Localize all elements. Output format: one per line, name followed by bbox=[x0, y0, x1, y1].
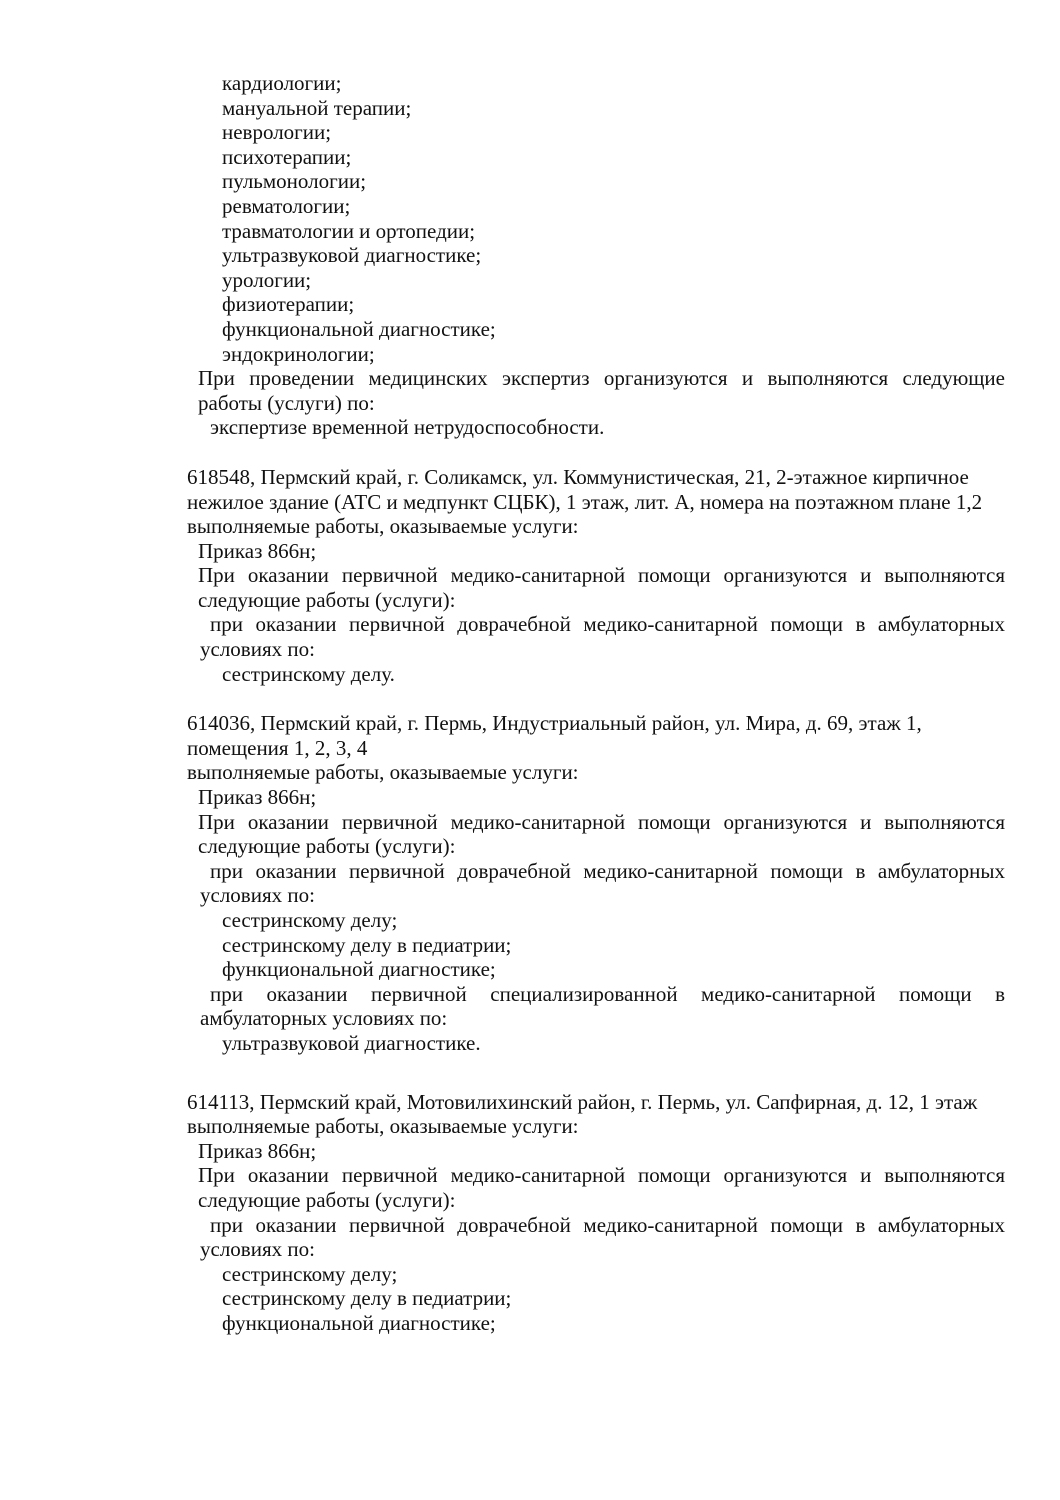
text-line: При оказании первичной медико-санитарной помощи организуются и выполняются bbox=[198, 1163, 1005, 1188]
text-line: функциональной диагностике; bbox=[222, 957, 496, 982]
text-line: выполняемые работы, оказываемые услуги: bbox=[187, 760, 579, 785]
text-line: Приказ 866н; bbox=[198, 538, 317, 563]
text-line: При оказании первичной медико-санитарной помощи организуются и выполняются bbox=[198, 809, 1005, 834]
text-block-services-and-expertise bbox=[187, 71, 1005, 440]
text-line: эндокринологии; bbox=[222, 341, 375, 366]
text-line: мануальной терапии; bbox=[222, 95, 412, 120]
text-line: условиях по: bbox=[200, 883, 315, 908]
text-line: ревматологии; bbox=[222, 193, 351, 218]
text-line: нежилое здание (АТС и медпункт СЦБК), 1 этаж, лит. А, номера на поэтажном плане 1,2 bbox=[187, 489, 983, 514]
text-line: кардиологии; bbox=[222, 71, 342, 95]
text-line: сестринскому делу; bbox=[222, 908, 398, 932]
text-line: сестринскому делу. bbox=[222, 661, 395, 686]
text-line: при оказании первичной специализированной медико-санитарной помощи в bbox=[210, 981, 1005, 1006]
text-line: травматологии и ортопедии; bbox=[222, 218, 476, 243]
text-line: Приказ 866н; bbox=[198, 785, 317, 810]
text-line: При оказании первичной медико-санитарной помощи организуются и выполняются bbox=[198, 563, 1005, 588]
text-line: 618548, Пермский край, г. Соликамск, ул. Коммунистическая, 21, 2-этажное кирпичное bbox=[187, 464, 969, 489]
text-line: работы (услуги) по: bbox=[198, 390, 375, 415]
text-line: неврологии; bbox=[222, 120, 332, 145]
text-line: выполняемые работы, оказываемые услуги: bbox=[187, 514, 579, 539]
text-block-address-614036 bbox=[187, 711, 1005, 1055]
text-line: амбулаторных условиях по: bbox=[200, 1006, 448, 1031]
text-line: пульмонологии; bbox=[222, 169, 367, 194]
text-line: условиях по: bbox=[200, 1237, 315, 1262]
text-line: функциональной диагностике; bbox=[222, 1310, 496, 1335]
text-line: 614036, Пермский край, г. Пермь, Индустриальный район, ул. Мира, д. 69, этаж 1, bbox=[187, 711, 922, 736]
text-block-address-614113 bbox=[187, 1090, 1005, 1336]
text-line: при оказании первичной доврачебной медико-санитарной помощи в амбулаторных bbox=[210, 858, 1005, 883]
text-line: урологии; bbox=[222, 267, 312, 292]
text-line: следующие работы (услуги): bbox=[198, 834, 456, 859]
text-line: физиотерапии; bbox=[222, 292, 355, 317]
text-line: помещения 1, 2, 3, 4 bbox=[187, 735, 368, 760]
text-line: 614113, Пермский край, Мотовилихинский район, г. Пермь, ул. Сапфирная, д. 12, 1 этаж bbox=[187, 1089, 978, 1114]
text-line: психотерапии; bbox=[222, 144, 352, 169]
text-line: условиях по: bbox=[200, 637, 315, 662]
text-line: сестринскому делу; bbox=[222, 1261, 398, 1286]
text-line: функциональной диагностике; bbox=[222, 316, 496, 341]
text-line: следующие работы (услуги): bbox=[198, 1187, 456, 1212]
text-line: Приказ 866н; bbox=[198, 1138, 317, 1163]
text-line: сестринскому делу в педиатрии; bbox=[222, 932, 512, 957]
text-line: ультразвуковой диагностике; bbox=[222, 243, 482, 268]
text-line: при оказании первичной доврачебной медико-санитарной помощи в амбулаторных bbox=[210, 1212, 1005, 1237]
text-line: При проведении медицинских экспертиз организуются и выполняются следующие bbox=[198, 366, 1005, 391]
text-line: при оказании первичной доврачебной медико-санитарной помощи в амбулаторных bbox=[210, 612, 1005, 637]
text-line: сестринскому делу в педиатрии; bbox=[222, 1286, 512, 1311]
text-line: ультразвуковой диагностике. bbox=[222, 1030, 481, 1055]
text-line: экспертизе временной нетрудоспособности. bbox=[210, 415, 605, 440]
text-block-address-618548 bbox=[187, 465, 1005, 686]
text-line: выполняемые работы, оказываемые услуги: bbox=[187, 1114, 579, 1139]
text-line: следующие работы (услуги): bbox=[198, 587, 456, 612]
